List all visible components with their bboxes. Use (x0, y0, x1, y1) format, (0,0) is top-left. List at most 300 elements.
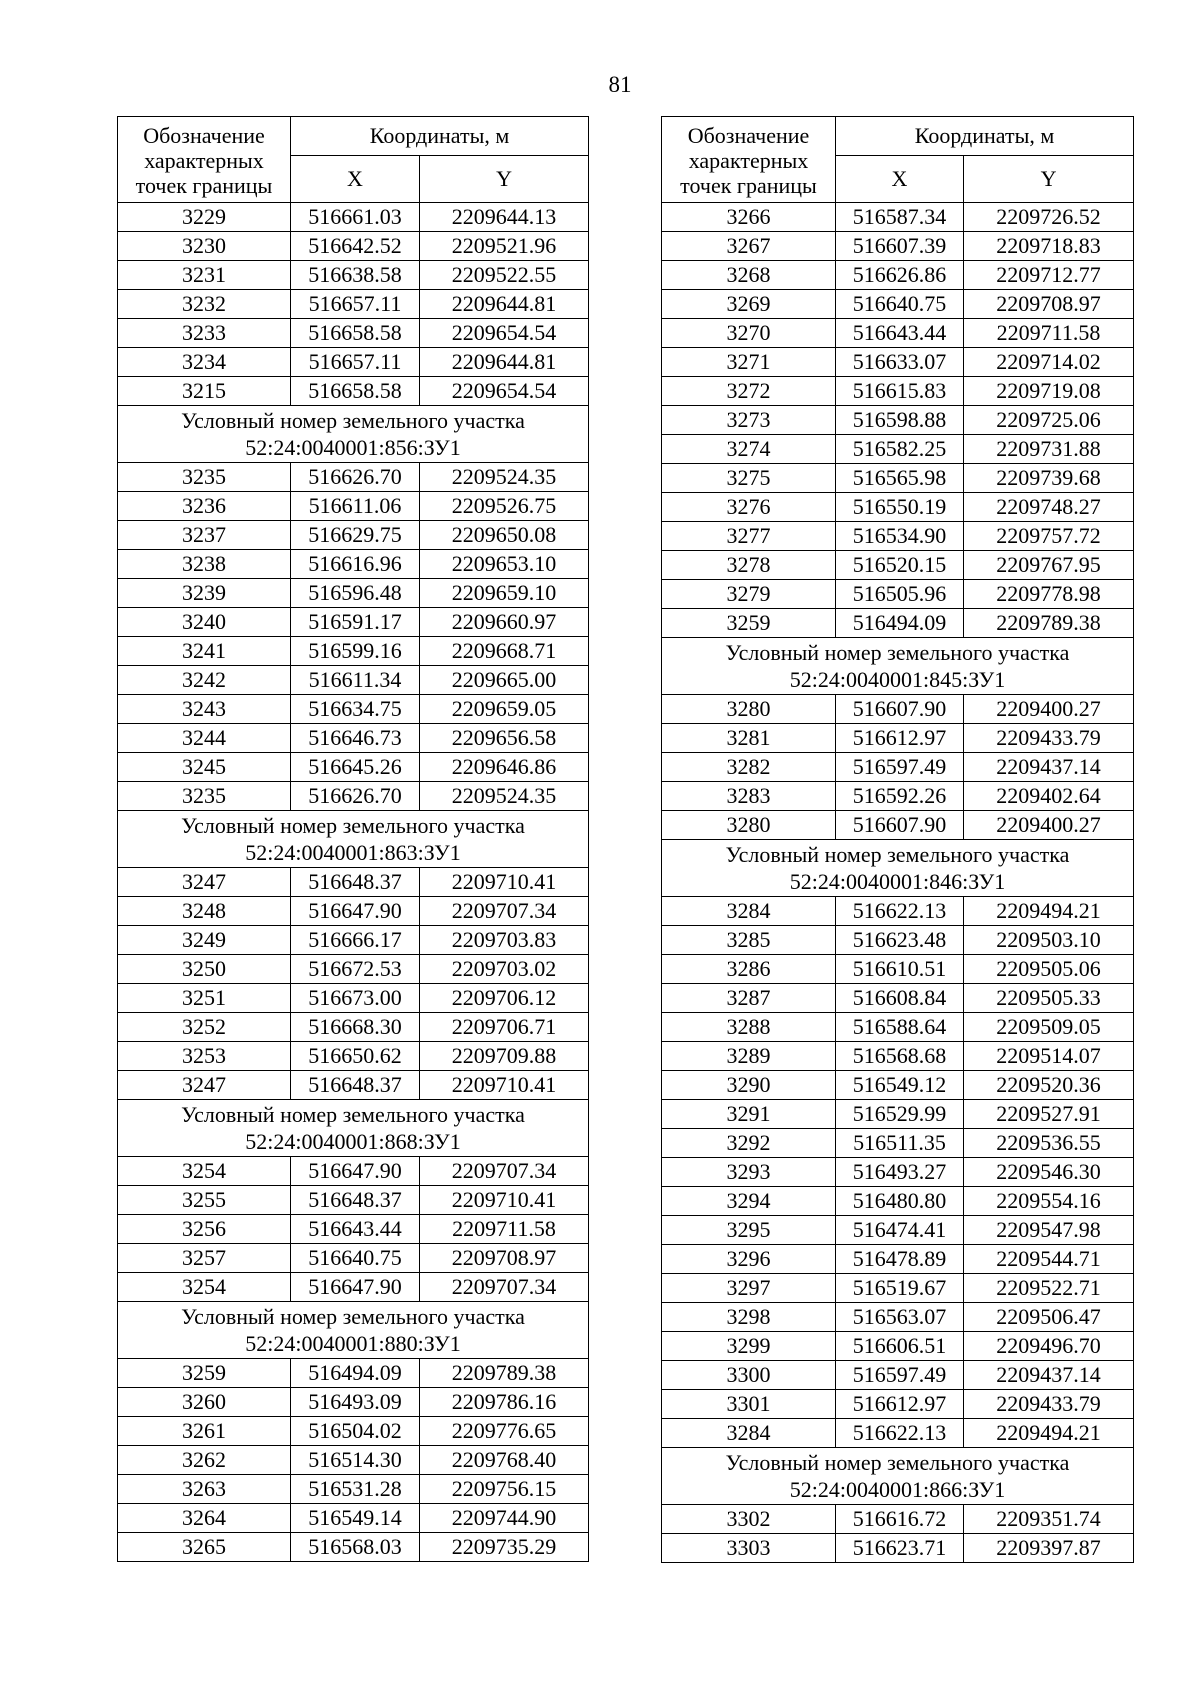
table-row (118, 1071, 589, 1100)
y-cell: 2209496.70 (964, 1332, 1134, 1361)
table-row (662, 261, 1134, 290)
point-cell: 3293 (662, 1158, 836, 1187)
x-cell: 516658.58 (291, 319, 420, 348)
x-cell: 516640.75 (836, 290, 964, 319)
point-cell: 3233 (118, 319, 291, 348)
point-cell: 3245 (118, 753, 291, 782)
point-cell: 3261 (118, 1417, 291, 1446)
y-cell: 2209524.35 (420, 463, 589, 492)
table-row (118, 348, 589, 377)
point-cell: 3296 (662, 1245, 836, 1274)
table-row (662, 1419, 1134, 1448)
x-header: X (836, 156, 964, 203)
y-cell: 2209506.47 (964, 1303, 1134, 1332)
table-row (662, 522, 1134, 551)
point-cell: 3302 (662, 1505, 836, 1534)
point-cell: 3280 (662, 811, 836, 840)
table-row (118, 868, 589, 897)
x-cell: 516607.90 (836, 695, 964, 724)
y-cell: 2209402.64 (964, 782, 1134, 811)
x-cell: 516643.44 (291, 1215, 420, 1244)
y-cell: 2209714.02 (964, 348, 1134, 377)
table-row (662, 435, 1134, 464)
x-cell: 516599.16 (291, 637, 420, 666)
section-row (118, 1100, 589, 1157)
x-cell: 516611.34 (291, 666, 420, 695)
x-cell: 516582.25 (836, 435, 964, 464)
x-cell: 516610.51 (836, 955, 964, 984)
y-cell: 2209710.41 (420, 1071, 589, 1100)
page-number: 81 (608, 72, 632, 97)
y-cell: 2209711.58 (964, 319, 1134, 348)
y-cell: 2209527.91 (964, 1100, 1134, 1129)
x-cell: 516606.51 (836, 1332, 964, 1361)
x-cell: 516565.98 (836, 464, 964, 493)
point-cell: 3248 (118, 897, 291, 926)
table-row (118, 203, 589, 232)
y-cell: 2209520.36 (964, 1071, 1134, 1100)
x-cell: 516623.71 (836, 1534, 964, 1563)
x-cell: 516666.17 (291, 926, 420, 955)
y-cell: 2209351.74 (964, 1505, 1134, 1534)
x-cell: 516531.28 (291, 1475, 420, 1504)
y-cell: 2209708.97 (964, 290, 1134, 319)
x-cell: 516597.49 (836, 753, 964, 782)
table-row (118, 290, 589, 319)
table-row (662, 377, 1134, 406)
y-cell: 2209522.71 (964, 1274, 1134, 1303)
y-cell: 2209768.40 (420, 1446, 589, 1475)
point-cell: 3288 (662, 1013, 836, 1042)
table-body-left (118, 203, 589, 1562)
point-cell: 3289 (662, 1042, 836, 1071)
table-row (662, 1071, 1134, 1100)
point-cell: 3241 (118, 637, 291, 666)
table-row (662, 493, 1134, 522)
point-cell: 3279 (662, 580, 836, 609)
y-cell: 2209646.86 (420, 753, 589, 782)
point-cell: 3294 (662, 1187, 836, 1216)
x-cell: 516657.11 (291, 348, 420, 377)
point-cell: 3287 (662, 984, 836, 1013)
table-row (662, 1332, 1134, 1361)
x-cell: 516480.80 (836, 1187, 964, 1216)
y-cell: 2209668.71 (420, 637, 589, 666)
y-cell: 2209547.98 (964, 1216, 1134, 1245)
point-cell: 3250 (118, 955, 291, 984)
table-row (662, 1100, 1134, 1129)
table-row (662, 753, 1134, 782)
x-cell: 516549.12 (836, 1071, 964, 1100)
y-cell: 2209656.58 (420, 724, 589, 753)
point-cell: 3280 (662, 695, 836, 724)
x-header: X (291, 156, 420, 203)
y-cell: 2209505.33 (964, 984, 1134, 1013)
x-cell: 516607.39 (836, 232, 964, 261)
coordinates-header: Координаты, м (836, 117, 1134, 156)
x-cell: 516568.03 (291, 1533, 420, 1562)
table-row (662, 406, 1134, 435)
point-cell: 3235 (118, 463, 291, 492)
x-cell: 516568.68 (836, 1042, 964, 1071)
point-cell: 3264 (118, 1504, 291, 1533)
x-cell: 516592.26 (836, 782, 964, 811)
y-cell: 2209554.16 (964, 1187, 1134, 1216)
point-cell: 3260 (118, 1388, 291, 1417)
table-row (118, 695, 589, 724)
y-cell: 2209744.90 (420, 1504, 589, 1533)
table-row (118, 1446, 589, 1475)
y-cell: 2209756.15 (420, 1475, 589, 1504)
y-cell: 2209707.34 (420, 1273, 589, 1302)
section-row (118, 811, 589, 868)
y-cell: 2209644.81 (420, 348, 589, 377)
table-row (118, 724, 589, 753)
x-cell: 516642.52 (291, 232, 420, 261)
table-row (662, 695, 1134, 724)
section-label: Условный номер земельного участка 52:24:0040001:880:ЗУ1 (118, 1302, 589, 1359)
table-row (662, 551, 1134, 580)
point-cell: 3297 (662, 1274, 836, 1303)
x-cell: 516478.89 (836, 1245, 964, 1274)
y-cell: 2209494.21 (964, 897, 1134, 926)
point-cell: 3282 (662, 753, 836, 782)
table-row (662, 1303, 1134, 1332)
table-row (662, 1216, 1134, 1245)
point-cell: 3249 (118, 926, 291, 955)
y-cell: 2209789.38 (964, 609, 1134, 638)
point-cell: 3252 (118, 1013, 291, 1042)
point-cell: 3299 (662, 1332, 836, 1361)
section-label: Условный номер земельного участка 52:24:0040001:845:ЗУ1 (662, 638, 1134, 695)
table-row (118, 955, 589, 984)
table-row (662, 1042, 1134, 1071)
x-cell: 516672.53 (291, 955, 420, 984)
point-cell: 3275 (662, 464, 836, 493)
x-cell: 516611.06 (291, 492, 420, 521)
table-body-right (662, 203, 1134, 1563)
point-cell: 3247 (118, 868, 291, 897)
y-cell: 2209654.54 (420, 319, 589, 348)
point-cell: 3256 (118, 1215, 291, 1244)
y-cell: 2209707.34 (420, 897, 589, 926)
y-cell: 2209707.34 (420, 1157, 589, 1186)
y-cell: 2209711.58 (420, 1215, 589, 1244)
x-cell: 516643.44 (836, 319, 964, 348)
y-cell: 2209776.65 (420, 1417, 589, 1446)
x-cell: 516550.19 (836, 493, 964, 522)
x-cell: 516587.34 (836, 203, 964, 232)
point-cell: 3301 (662, 1390, 836, 1419)
table-row (118, 984, 589, 1013)
table-row (118, 492, 589, 521)
table-row (662, 897, 1134, 926)
table-row (118, 897, 589, 926)
x-cell: 516634.75 (291, 695, 420, 724)
table-row (662, 955, 1134, 984)
x-cell: 516616.72 (836, 1505, 964, 1534)
table-row (662, 203, 1134, 232)
table-row (118, 1042, 589, 1071)
y-cell: 2209725.06 (964, 406, 1134, 435)
x-cell: 516638.58 (291, 261, 420, 290)
point-cell: 3243 (118, 695, 291, 724)
table-row (118, 1504, 589, 1533)
table-row (118, 1475, 589, 1504)
point-cell: 3253 (118, 1042, 291, 1071)
table-row (118, 521, 589, 550)
y-cell: 2209524.35 (420, 782, 589, 811)
table-row (118, 926, 589, 955)
y-cell: 2209709.88 (420, 1042, 589, 1071)
table-row (662, 984, 1134, 1013)
coordinates-table-right (661, 116, 1134, 1563)
point-cell: 3292 (662, 1129, 836, 1158)
point-cell: 3300 (662, 1361, 836, 1390)
y-cell: 2209703.83 (420, 926, 589, 955)
y-cell: 2209509.05 (964, 1013, 1134, 1042)
section-label: Условный номер земельного участка 52:24:0040001:866:ЗУ1 (662, 1448, 1134, 1505)
x-cell: 516622.13 (836, 897, 964, 926)
point-cell: 3255 (118, 1186, 291, 1215)
y-cell: 2209437.14 (964, 1361, 1134, 1390)
x-cell: 516607.90 (836, 811, 964, 840)
table-row (662, 1274, 1134, 1303)
y-cell: 2209757.72 (964, 522, 1134, 551)
point-cell: 3235 (118, 782, 291, 811)
table-row (118, 1359, 589, 1388)
x-cell: 516588.64 (836, 1013, 964, 1042)
coordinates-header: Координаты, м (291, 117, 589, 156)
point-cell: 3278 (662, 551, 836, 580)
x-cell: 516563.07 (836, 1303, 964, 1332)
point-cell: 3251 (118, 984, 291, 1013)
x-cell: 516648.37 (291, 868, 420, 897)
y-cell: 2209400.27 (964, 811, 1134, 840)
point-cell: 3229 (118, 203, 291, 232)
designation-header: Обозначение характерных точек границы (118, 117, 291, 203)
table-row (662, 1013, 1134, 1042)
y-cell: 2209726.52 (964, 203, 1134, 232)
y-cell: 2209706.71 (420, 1013, 589, 1042)
table-row (118, 782, 589, 811)
table-row (662, 1505, 1134, 1534)
table-row (662, 232, 1134, 261)
table-row (662, 609, 1134, 638)
table-row (118, 608, 589, 637)
section-row (118, 406, 589, 463)
table-row (118, 666, 589, 695)
y-cell: 2209644.13 (420, 203, 589, 232)
point-cell: 3274 (662, 435, 836, 464)
y-cell: 2209703.02 (420, 955, 589, 984)
table-row (662, 290, 1134, 319)
point-cell: 3276 (662, 493, 836, 522)
x-cell: 516647.90 (291, 897, 420, 926)
point-cell: 3303 (662, 1534, 836, 1563)
x-cell: 516493.27 (836, 1158, 964, 1187)
y-cell: 2209708.97 (420, 1244, 589, 1273)
y-cell: 2209731.88 (964, 435, 1134, 464)
table-row (662, 1129, 1134, 1158)
point-cell: 3234 (118, 348, 291, 377)
table-row (118, 232, 589, 261)
x-cell: 516658.58 (291, 377, 420, 406)
y-header: Y (964, 156, 1134, 203)
table-row (118, 1013, 589, 1042)
table-row (662, 1158, 1134, 1187)
y-cell: 2209710.41 (420, 1186, 589, 1215)
y-cell: 2209660.97 (420, 608, 589, 637)
point-cell: 3290 (662, 1071, 836, 1100)
x-cell: 516520.15 (836, 551, 964, 580)
x-cell: 516633.07 (836, 348, 964, 377)
table-row (118, 1186, 589, 1215)
x-cell: 516504.02 (291, 1417, 420, 1446)
table-row (118, 1273, 589, 1302)
x-cell: 516494.09 (836, 609, 964, 638)
section-label: Условный номер земельного участка 52:24:0040001:856:ЗУ1 (118, 406, 589, 463)
table-row (662, 811, 1134, 840)
x-cell: 516608.84 (836, 984, 964, 1013)
table-row (118, 463, 589, 492)
point-cell: 3286 (662, 955, 836, 984)
section-row (118, 1302, 589, 1359)
table-row (118, 1157, 589, 1186)
section-label: Условный номер земельного участка 52:24:0040001:863:ЗУ1 (118, 811, 589, 868)
y-cell: 2209653.10 (420, 550, 589, 579)
y-cell: 2209433.79 (964, 724, 1134, 753)
x-cell: 516616.96 (291, 550, 420, 579)
point-cell: 3283 (662, 782, 836, 811)
y-cell: 2209718.83 (964, 232, 1134, 261)
y-cell: 2209433.79 (964, 1390, 1134, 1419)
y-cell: 2209654.54 (420, 377, 589, 406)
table-row (662, 1361, 1134, 1390)
table-row (118, 550, 589, 579)
table-row (118, 753, 589, 782)
point-cell: 3254 (118, 1157, 291, 1186)
x-cell: 516650.62 (291, 1042, 420, 1071)
point-cell: 3269 (662, 290, 836, 319)
x-cell: 516505.96 (836, 580, 964, 609)
point-cell: 3266 (662, 203, 836, 232)
table-row (662, 580, 1134, 609)
section-row (662, 638, 1134, 695)
y-cell: 2209659.10 (420, 579, 589, 608)
table-row (662, 1245, 1134, 1274)
x-cell: 516647.90 (291, 1273, 420, 1302)
table-row (662, 782, 1134, 811)
x-cell: 516661.03 (291, 203, 420, 232)
y-cell: 2209748.27 (964, 493, 1134, 522)
point-cell: 3215 (118, 377, 291, 406)
point-cell: 3265 (118, 1533, 291, 1562)
table-row (662, 1187, 1134, 1216)
section-label: Условный номер земельного участка 52:24:0040001:868:ЗУ1 (118, 1100, 589, 1157)
table-row (118, 1417, 589, 1446)
point-cell: 3267 (662, 232, 836, 261)
x-cell: 516494.09 (291, 1359, 420, 1388)
table-row (118, 1388, 589, 1417)
x-cell: 516648.37 (291, 1071, 420, 1100)
point-cell: 3271 (662, 348, 836, 377)
y-cell: 2209712.77 (964, 261, 1134, 290)
point-cell: 3247 (118, 1071, 291, 1100)
x-cell: 516673.00 (291, 984, 420, 1013)
y-cell: 2209514.07 (964, 1042, 1134, 1071)
point-cell: 3270 (662, 319, 836, 348)
x-cell: 516597.49 (836, 1361, 964, 1390)
x-cell: 516519.67 (836, 1274, 964, 1303)
point-cell: 3263 (118, 1475, 291, 1504)
point-cell: 3232 (118, 290, 291, 319)
section-label: Условный номер земельного участка 52:24:0040001:846:ЗУ1 (662, 840, 1134, 897)
x-cell: 516598.88 (836, 406, 964, 435)
coordinates-table-left (117, 116, 589, 1562)
y-cell: 2209544.71 (964, 1245, 1134, 1274)
y-cell: 2209397.87 (964, 1534, 1134, 1563)
x-cell: 516534.90 (836, 522, 964, 551)
table-row (118, 1215, 589, 1244)
table-row (662, 724, 1134, 753)
section-row (662, 840, 1134, 897)
x-cell: 516629.75 (291, 521, 420, 550)
x-cell: 516591.17 (291, 608, 420, 637)
point-cell: 3277 (662, 522, 836, 551)
point-cell: 3230 (118, 232, 291, 261)
x-cell: 516645.26 (291, 753, 420, 782)
y-cell: 2209650.08 (420, 521, 589, 550)
x-cell: 516549.14 (291, 1504, 420, 1533)
y-cell: 2209644.81 (420, 290, 589, 319)
table-row (662, 926, 1134, 955)
x-cell: 516612.97 (836, 724, 964, 753)
y-cell: 2209786.16 (420, 1388, 589, 1417)
table-row (662, 348, 1134, 377)
point-cell: 3262 (118, 1446, 291, 1475)
point-cell: 3242 (118, 666, 291, 695)
y-cell: 2209767.95 (964, 551, 1134, 580)
designation-header: Обозначение характерных точек границы (662, 117, 836, 203)
y-cell: 2209706.12 (420, 984, 589, 1013)
point-cell: 3281 (662, 724, 836, 753)
table-row (118, 1244, 589, 1273)
y-cell: 2209710.41 (420, 868, 589, 897)
point-cell: 3273 (662, 406, 836, 435)
point-cell: 3285 (662, 926, 836, 955)
point-cell: 3254 (118, 1273, 291, 1302)
x-cell: 516493.09 (291, 1388, 420, 1417)
point-cell: 3295 (662, 1216, 836, 1245)
table-row (662, 464, 1134, 493)
x-cell: 516612.97 (836, 1390, 964, 1419)
y-cell: 2209494.21 (964, 1419, 1134, 1448)
y-cell: 2209735.29 (420, 1533, 589, 1562)
x-cell: 516514.30 (291, 1446, 420, 1475)
point-cell: 3257 (118, 1244, 291, 1273)
x-cell: 516529.99 (836, 1100, 964, 1129)
x-cell: 516615.83 (836, 377, 964, 406)
point-cell: 3284 (662, 1419, 836, 1448)
x-cell: 516626.86 (836, 261, 964, 290)
x-cell: 516640.75 (291, 1244, 420, 1273)
point-cell: 3236 (118, 492, 291, 521)
point-cell: 3237 (118, 521, 291, 550)
x-cell: 516474.41 (836, 1216, 964, 1245)
point-cell: 3284 (662, 897, 836, 926)
point-cell: 3240 (118, 608, 291, 637)
